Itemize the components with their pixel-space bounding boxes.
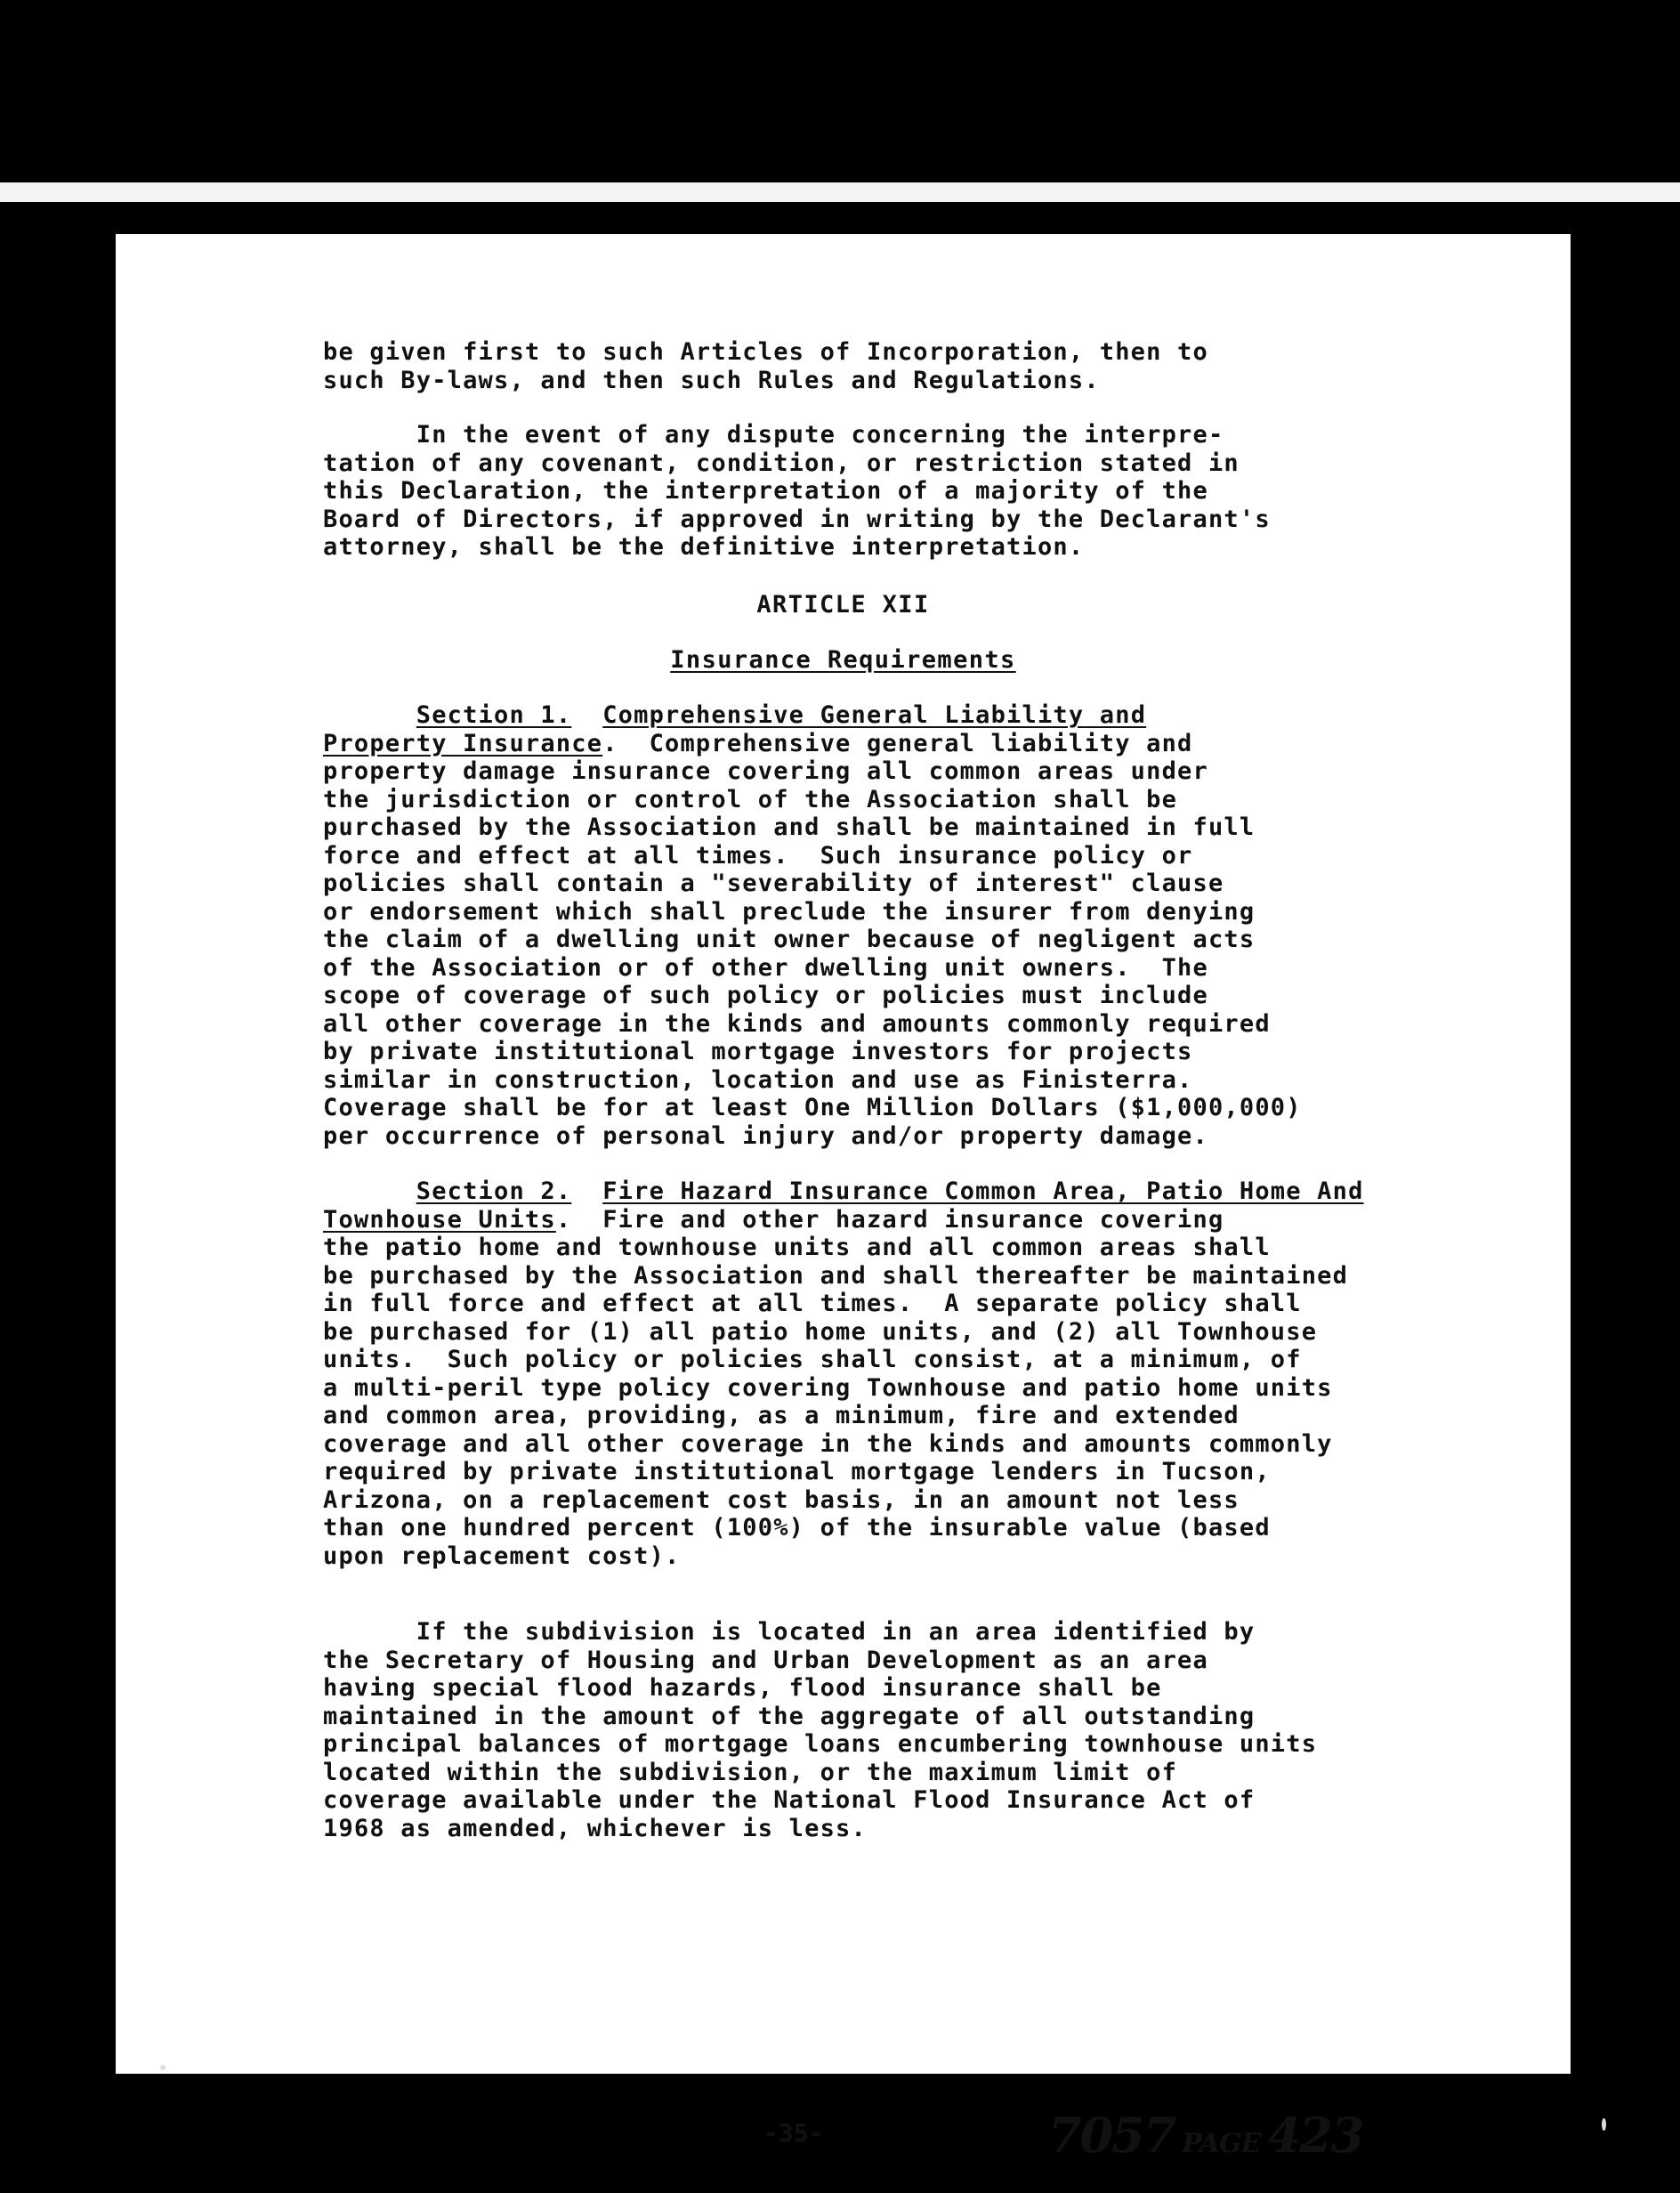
section-2-body: . Fire and other hazard insurance covering the patio home and townhouse units and all common areas shall be purchased by the Association and shall thereafter be maintained in full force and effect at all times. A separate policy shall be purchased for (1) all patio home units, and (2) all Townhouse units. Such policy or policies shall consist, at a minimum, of a multi-peril type policy covering Townhouse and patio home units and common area, providing, as a minimum, fire and extended coverage and all other coverage in the kinds and amounts commonly required by private institutional mortgage lenders in Tucson, Arizona, on a replacement cost basis, in an amount not less than one hundred percent (100%) of the insurable value (based upon replacement cost). — [323, 1205, 1349, 1570]
page-number: -35- — [763, 2118, 824, 2148]
section-2 — [323, 1177, 1595, 1570]
article-title-text: Insurance Requirements — [670, 646, 1016, 674]
section-1-body: . Comprehensive general liability and property damage insurance covering all common areas under the jurisdiction or control of the Association shall be purchased by the Association and shall be maintained in full force and effect at all times. Such insurance policy or policies shall contain a "severability of interest" clause or endorsement which shall preclude the insurer from denying the claim of a dwelling unit owner because of negligent acts of the Association or of other dwelling unit owners. The scope of coverage of such policy or policies must include all other coverage in the kinds and amounts commonly required by private institutional mortgage investors for projects similar in construction, location and use as Finisterra. Coverage shall be for at least One Million Dollars ($1,000,000) per occurrence of personal injury and/or property damage. — [323, 729, 1302, 1150]
section-1 — [323, 701, 1595, 1150]
scan-border-top — [0, 0, 1680, 116]
stamp-page-word: PAGE — [1182, 2128, 1261, 2159]
section-2-title: Fire Hazard Insurance Common Area, Patio Home And Townhouse Units — [323, 1177, 1364, 1234]
scan-strip — [0, 182, 1680, 202]
document-page — [116, 234, 1571, 2164]
paragraph-flood: If the subdivision is located in an area identified by the Secretary of Housing and Urban Development as an area having special flood hazards, flood insurance shall be maintained in the amount of the aggregate of all outstanding principal balances of mortgage loans encumbering townhouse units located within the subdivision, or the maximum limit of coverage available under the National Flood Insurance Act of 1968 as amended, whichever is less. — [323, 1618, 1318, 1842]
paragraph-intro: be given first to such Articles of Incorporation, then to such By-laws, and then such Rules and Regulations. — [323, 338, 1208, 394]
article-heading: ARTICLE XII — [756, 591, 930, 619]
section-1-title: Comprehensive General Liability and Property Insurance — [323, 701, 1147, 757]
article-title — [116, 646, 1571, 674]
recording-stamp — [1048, 2107, 1362, 2164]
stamp-book: 7057 — [1048, 2107, 1175, 2164]
section-1-label: Section 1. — [416, 701, 572, 729]
stamp-page-number: 423 — [1267, 2107, 1363, 2164]
scan-speck — [1602, 2118, 1606, 2131]
section-2-label: Section 2. — [416, 1177, 572, 1205]
paragraph-dispute: In the event of any dispute concerning the interpre- tation of any covenant, condition, or restriction stated in this Declaration, the interpretation of a majority of the Board of Directors, if approved in writing by the Declarant's attorney, shall be the definitive interpretation. — [323, 421, 1271, 561]
scan-speck — [160, 2065, 166, 2070]
